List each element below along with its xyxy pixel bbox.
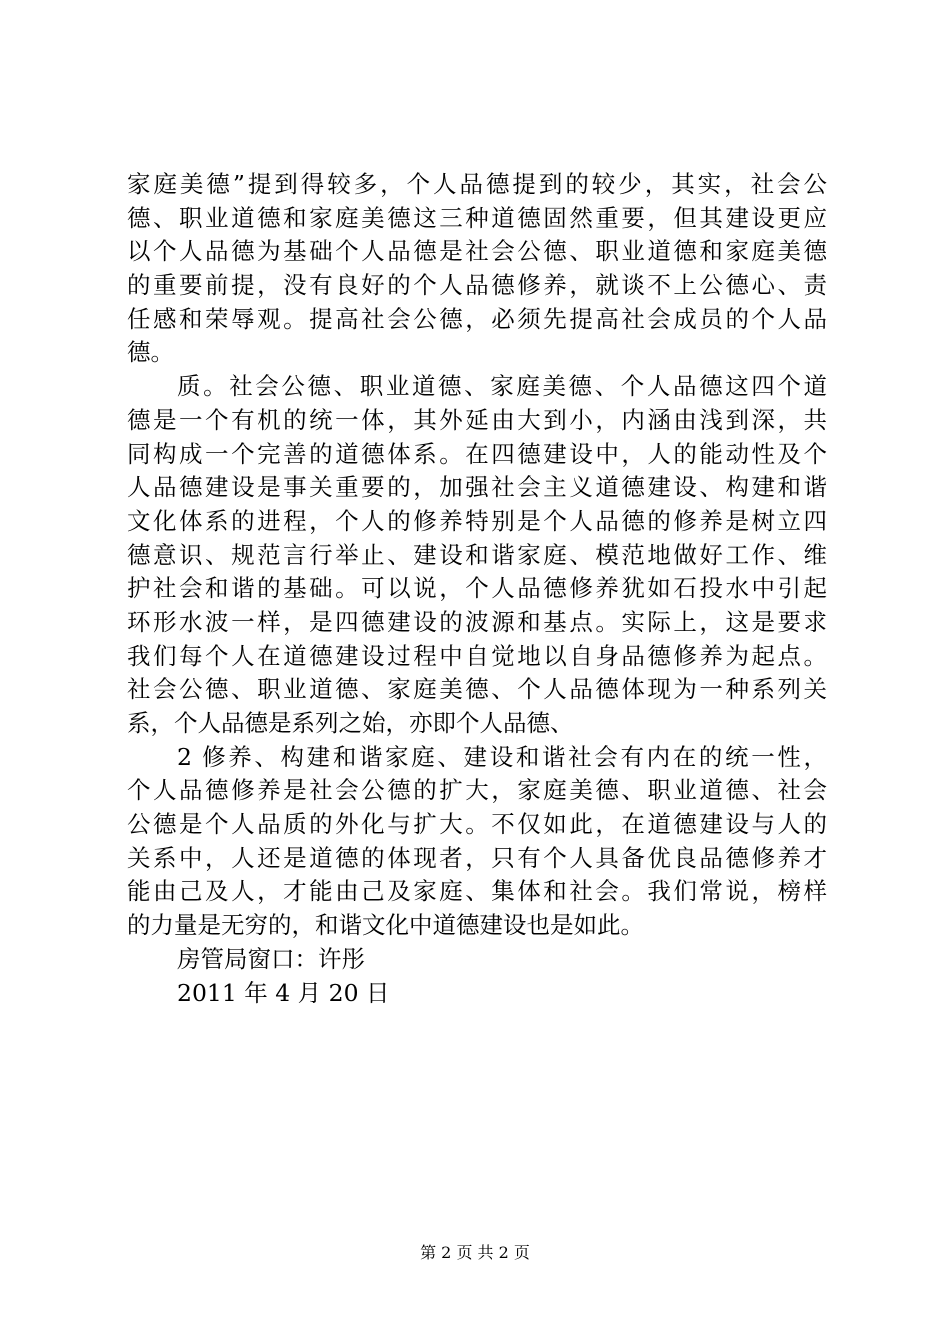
text-line: 的重要前提，没有良好的个人品德修养，就谈不上公德心、责 [127,271,827,300]
text-line: 社会公德、职业道德、家庭美德、个人品德体现为一种系列关 [127,675,827,704]
text-line: 我们每个人在道德建设过程中自觉地以自身品德修养为起点。 [127,641,827,670]
text-line: 能由己及人，才能由己及家庭、集体和社会。我们常说，榜样 [127,877,827,906]
signature-line: 房管局窗口：许彤 [177,944,365,973]
paragraph-first-line: 2 修养、构建和谐家庭、建设和谐社会有内在的统一性， [177,742,827,771]
page-number: 第 2 页 共 2 页 [420,1243,530,1262]
text-line: 环形水波一样，是四德建设的波源和基点。实际上，这是要求 [127,607,827,636]
text-line: 同构成一个完善的道德体系。在四德建设中，人的能动性及个 [127,439,827,468]
text-line: 公德是个人品质的外化与扩大。不仅如此，在道德建设与人的 [127,810,827,839]
text-line: 的力量是无穷的，和谐文化中道德建设也是如此。 [127,911,644,940]
text-line: 德。 [127,338,174,367]
text-line: 德意识、规范言行举止、建设和谐家庭、模范地做好工作、维 [127,540,827,569]
text-line: 任感和荣辱观。提高社会公德，必须先提高社会成员的个人品 [127,304,827,333]
text-line: 护社会和谐的基础。可以说，个人品德修养犹如石投水中引起 [127,574,827,603]
text-line: 德、职业道德和家庭美德这三种道德固然重要，但其建设更应 [127,203,827,232]
paragraph-first-line: 质。社会公德、职业道德、家庭美德、个人品德这四个道 [177,372,827,401]
text-line: 德是一个有机的统一体，其外延由大到小，内涵由浅到深，共 [127,405,827,434]
text-line: 系，个人品德是系列之始，亦即个人品德、 [127,709,574,737]
document-body [127,168,827,1010]
page-footer [0,1243,950,1263]
text-line: 人品德建设是事关重要的，加强社会主义道德建设、构建和谐 [127,473,827,502]
text-line: 以个人品德为基础个人品德是社会公德、职业道德和家庭美德 [127,237,827,266]
text-line: 家庭美德”提到得较多，个人品德提到的较少，其实，社会公 [127,170,827,198]
text-line: 关系中，人还是道德的体现者，只有个人具备优良品德修养才 [127,843,827,872]
date-line: 2011 年 4 月 20 日 [177,978,390,1007]
text-line: 文化体系的进程，个人的修养特别是个人品德的修养是树立四 [127,506,827,535]
text-line: 个人品德修养是社会公德的扩大，家庭美德、职业道德、社会 [127,776,827,805]
